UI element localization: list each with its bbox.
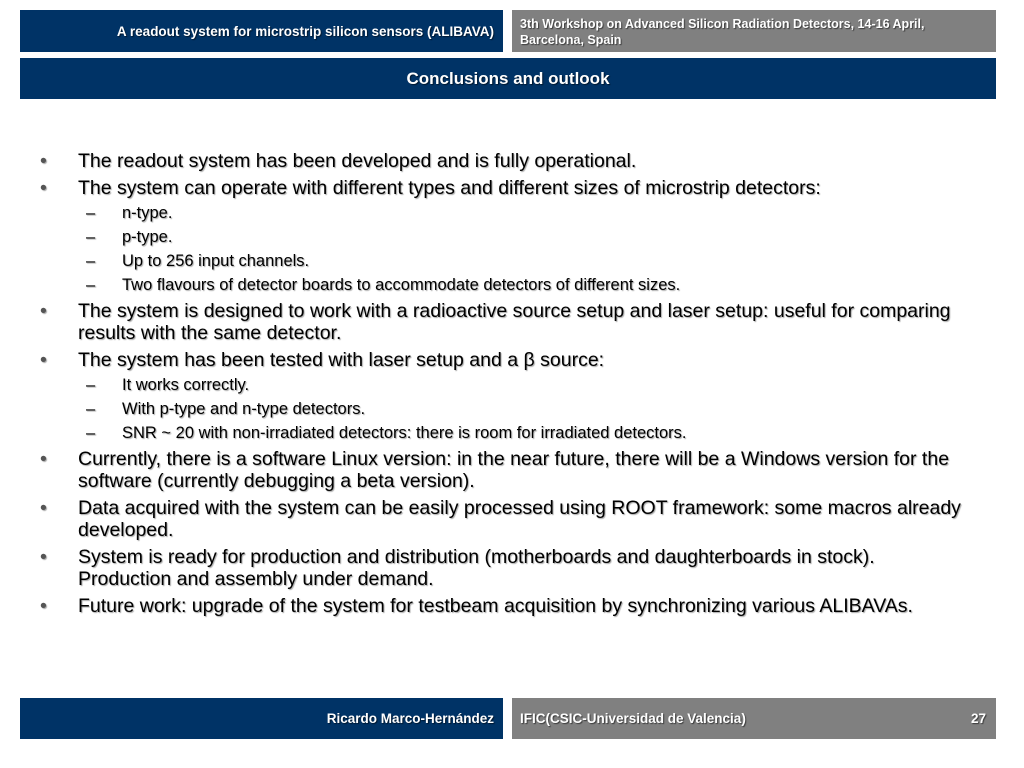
header-workshop [512, 10, 996, 52]
dash-marker: – [86, 400, 96, 418]
sub-bullet-item [34, 424, 964, 443]
bullet-marker: • [40, 177, 47, 199]
bullet-item [34, 150, 964, 172]
dash-marker: – [86, 276, 96, 294]
bullet-text: SNR ~ 20 with non-irradiated detectors: there is room for irradiated detectors. [122, 424, 687, 442]
slide-title: Conclusions and outlook [406, 68, 610, 88]
footer-author-text: Ricardo Marco-Hernández [326, 711, 494, 726]
sub-bullet-item [34, 204, 964, 223]
bullet-text: The readout system has been developed and is fully operational. [78, 150, 637, 172]
bullet-text: The system can operate with different types and different sizes of microstrip detectors: [78, 177, 821, 199]
bullet-text: p-type. [122, 228, 173, 246]
dash-marker: – [86, 424, 96, 442]
bullet-item [34, 497, 964, 541]
sub-bullet-item [34, 228, 964, 247]
sub-bullet-item [34, 276, 964, 295]
header-presentation-title-text: A readout system for microstrip silicon sensors (ALIBAVA) [116, 23, 494, 39]
dash-marker: – [86, 204, 96, 222]
bullet-text: The system has been tested with laser setup and a β source: [78, 349, 605, 371]
page-number: 27 [970, 711, 986, 726]
sub-bullet-item [34, 376, 964, 395]
footer-institution [512, 698, 996, 739]
bullet-list [34, 150, 964, 622]
header-presentation-title [20, 10, 503, 52]
dash-marker: – [86, 376, 96, 394]
slide-title-bar [20, 58, 996, 99]
bullet-marker: • [40, 349, 47, 371]
dash-marker: – [86, 228, 96, 246]
dash-marker: – [86, 252, 96, 270]
bullet-item [34, 349, 964, 371]
bullet-marker: • [40, 300, 47, 322]
bullet-item [34, 595, 964, 617]
bullet-text: The system is designed to work with a radioactive source setup and laser setup: useful for comparing results with the same detector. [78, 300, 951, 344]
bullet-text: System is ready for production and distribution (motherboards and daughterboards in stock). Production and assembly under demand. [78, 546, 875, 590]
sub-bullet-item [34, 252, 964, 271]
bullet-text: With p-type and n-type detectors. [122, 400, 366, 418]
footer-institution-text: IFIC(CSIC-Universidad de Valencia) [520, 711, 746, 726]
bullet-item [34, 546, 964, 590]
bullet-text: Two flavours of detector boards to accommodate detectors of different sizes. [122, 276, 681, 294]
bullet-text: Data acquired with the system can be easily processed using ROOT framework: some macros already developed. [78, 497, 961, 541]
bullet-item [34, 448, 964, 492]
bullet-text: n-type. [122, 204, 173, 222]
bullet-marker: • [40, 497, 47, 519]
header-workshop-text: 3th Workshop on Advanced Silicon Radiation Detectors, 14-16 April, Barcelona, Spain [520, 17, 925, 47]
bullet-marker: • [40, 150, 47, 172]
sub-bullet-item [34, 400, 964, 419]
bullet-text: Up to 256 input channels. [122, 252, 310, 270]
bullet-marker: • [40, 595, 47, 617]
bullet-text: It works correctly. [122, 376, 250, 394]
bullet-marker: • [40, 546, 47, 568]
bullet-item [34, 300, 964, 344]
bullet-item [34, 177, 964, 199]
bullet-marker: • [40, 448, 47, 470]
bullet-text: Currently, there is a software Linux version: in the near future, there will be a Windows version for the software (currently debugging a beta version). [78, 448, 950, 492]
footer-author [20, 698, 503, 739]
bullet-text: Future work: upgrade of the system for testbeam acquisition by synchronizing various ALIBAVAs. [78, 595, 913, 617]
